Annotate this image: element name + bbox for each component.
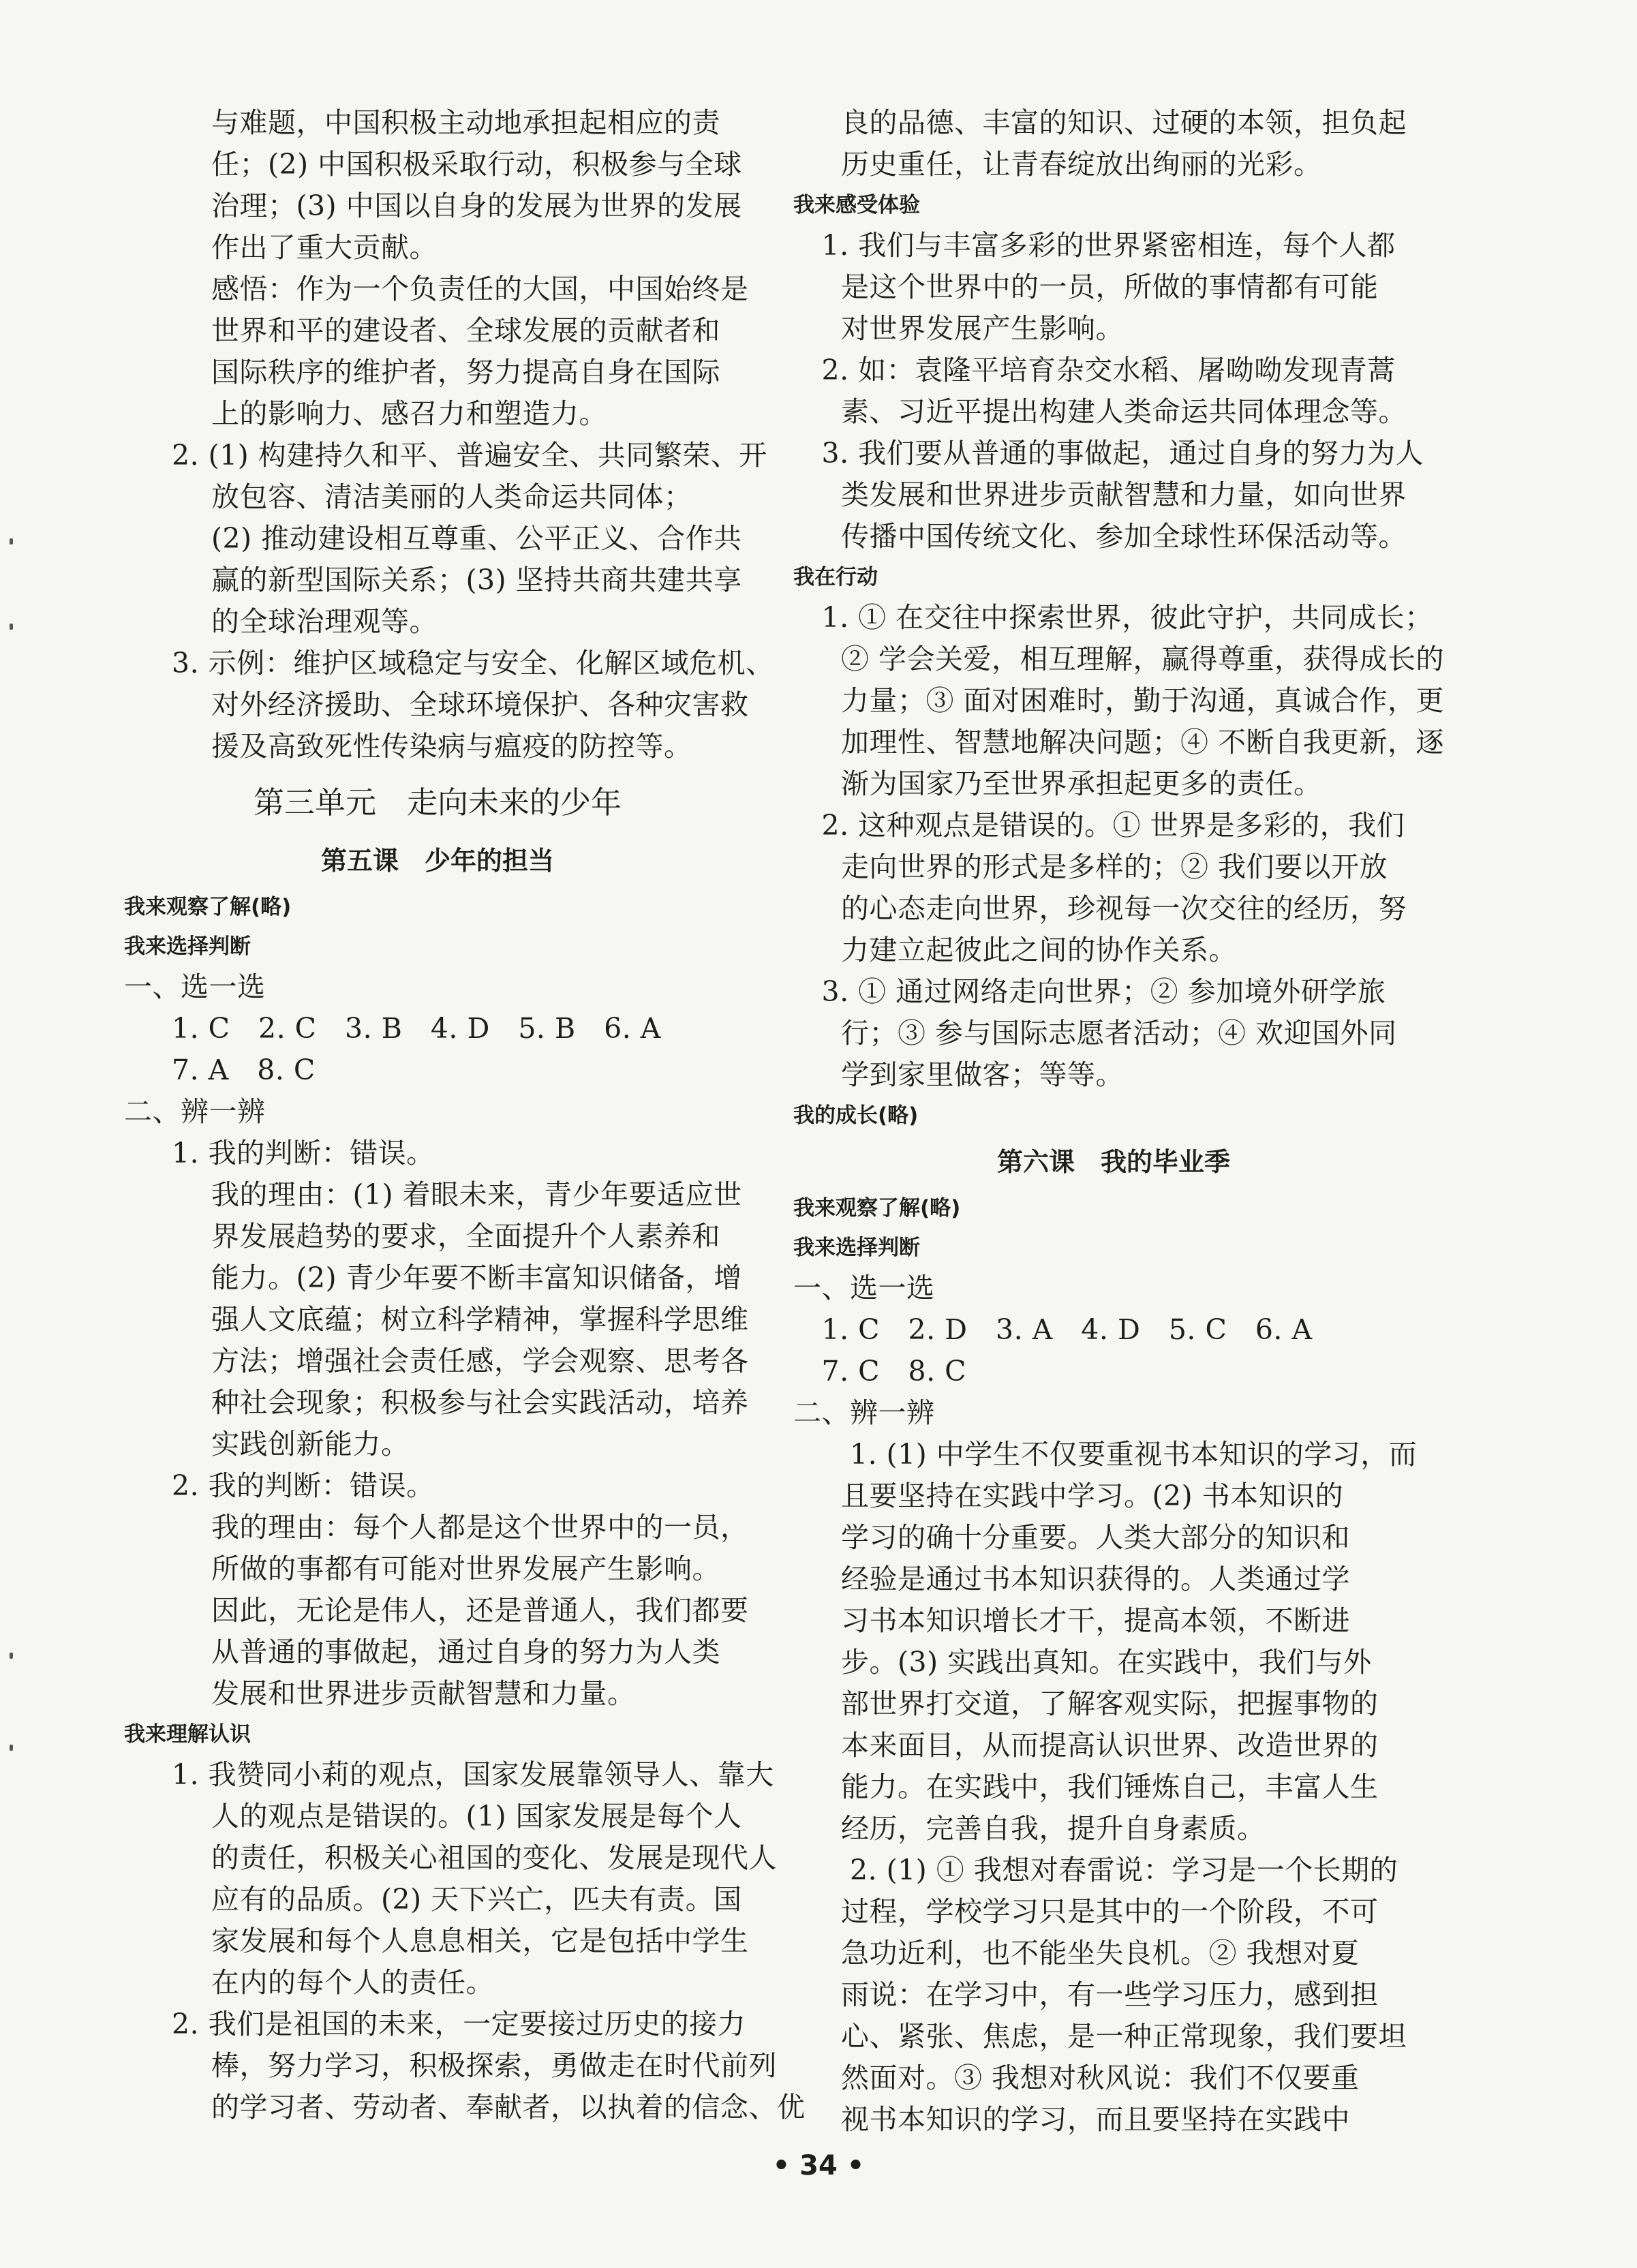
- text-line: 7. A 8. C: [172, 1054, 316, 1086]
- text-line: 1. (1) 中学生不仅要重视书本知识的学习，而: [793, 1438, 1418, 1471]
- text-line: 走向世界的形式是多样的；② 我们要以开放: [841, 850, 1388, 883]
- text-line: 世界和平的建设者、全球发展的贡献者和: [211, 314, 720, 347]
- text-line: 本来面目，从而提高认识世界、改造世界的: [841, 1729, 1379, 1762]
- text-line: (2) 推动建设相互尊重、公平正义、合作共: [211, 522, 742, 555]
- text-line: 从普通的事做起，通过自身的努力为人类: [211, 1636, 720, 1668]
- text-line: 学到家里做客；等等。: [841, 1058, 1124, 1091]
- text-line: 家发展和每个人息息相关，它是包括中学生: [211, 1925, 749, 1957]
- text-line: 3. 我们要从普通的事做起，通过自身的努力为人: [793, 437, 1424, 470]
- text-line: 雨说：在学习中，有一些学习压力，感到担: [841, 1978, 1379, 2011]
- text-line: 赢的新型国际关系；(3) 坚持共商共建共享: [211, 564, 742, 596]
- text-line: 2. 我们是祖国的未来，一定要接过历史的接力: [172, 2008, 746, 2040]
- text-line: 行；③ 参与国际志愿者活动；④ 欢迎国外同: [841, 1017, 1397, 1049]
- text-line: 学习的确十分重要。人类大部分的知识和: [841, 1521, 1350, 1554]
- text-line: 习书本知识增长才干，提高本领，不断进: [841, 1604, 1350, 1637]
- text-line: 1. 我们与丰富多彩的世界紧密相连，每个人都: [793, 229, 1396, 262]
- text-line: 治理；(3) 中国以自身的发展为世界的发展: [211, 189, 742, 222]
- text-line: 一、选一选: [124, 970, 266, 1003]
- text-line: 然面对。③ 我想对秋风说：我们不仅要重: [841, 2062, 1360, 2094]
- text-line: 力量；③ 面对困难时，勤于沟通，真诚合作，更: [841, 684, 1445, 717]
- text-line: 7. C 8. C: [793, 1355, 967, 1388]
- text-line: 二、辨一辨: [124, 1095, 266, 1128]
- text-line: 棒，努力学习，积极探索，勇做走在时代前列: [211, 2049, 777, 2082]
- text-line: 心、紧张、焦虑，是一种正常现象，我们要坦: [841, 2020, 1407, 2053]
- text-line: 传播中国传统文化、参加全球性环保活动等。: [841, 520, 1407, 553]
- section-heading: 我来选择判断: [793, 1236, 920, 1260]
- text-line: 1. 我赞同小莉的观点，国家发展靠领导人、靠大: [172, 1758, 774, 1791]
- text-line: 素、习近平提出构建人类命运共同体理念等。: [841, 395, 1407, 428]
- text-line: 类发展和世界进步贡献智慧和力量，如向世界: [841, 478, 1407, 511]
- text-line: 所做的事都有可能对世界发展产生影响。: [211, 1552, 720, 1585]
- text-line: 对外经济援助、全球环境保护、各种灾害救: [211, 688, 749, 721]
- section-heading: 我来观察了解(略): [793, 1196, 961, 1221]
- text-line: 历史重任，让青春绽放出绚丽的光彩。: [841, 148, 1322, 181]
- text-line: 感悟：作为一个负责任的大国，中国始终是: [211, 273, 749, 305]
- margin-mark: [10, 538, 13, 545]
- text-line: 二、辨一辨: [793, 1396, 935, 1429]
- text-line: 我的理由：每个人都是这个世界中的一员，: [211, 1511, 749, 1544]
- text-line: 1. C 2. D 3. A 4. D 5. C 6. A: [793, 1313, 1313, 1346]
- text-line: 且要坚持在实践中学习。(2) 书本知识的: [841, 1480, 1344, 1512]
- text-line: 方法；增强社会责任感，学会观察、思考各: [211, 1345, 749, 1377]
- text-line: 能力。(2) 青少年要不断丰富知识储备，增: [211, 1261, 742, 1294]
- lesson-title: 第六课 我的毕业季: [996, 1147, 1230, 1177]
- margin-mark: [10, 1745, 13, 1751]
- text-line: 加理性、智慧地解决问题；④ 不断自我更新，逐: [841, 726, 1445, 758]
- text-line: 强人文底蕴；树立科学精神，掌握科学思维: [211, 1303, 749, 1336]
- unit-title: 第三单元 走向未来的少年: [253, 784, 622, 821]
- text-line: 人的观点是错误的。(1) 国家发展是每个人: [211, 1800, 742, 1833]
- text-line: 经历，完善自我，提升自身素质。: [841, 1812, 1266, 1845]
- section-heading: 我的成长(略): [793, 1103, 919, 1128]
- text-line: 任；(2) 中国积极采取行动，积极参与全球: [211, 148, 742, 181]
- text-line: 1. C 2. C 3. B 4. D 5. B 6. A: [172, 1012, 661, 1045]
- text-line: 种社会现象；积极参与社会实践活动，培养: [211, 1386, 749, 1419]
- text-line: 2. 如：袁隆平培育杂交水稻、屠呦呦发现青蒿: [793, 354, 1396, 386]
- text-line: 实践创新能力。: [211, 1428, 410, 1460]
- text-line: 是这个世界中的一员，所做的事情都有可能: [841, 271, 1379, 303]
- text-line: 能力。在实践中，我们锤炼自己，丰富人生: [841, 1771, 1379, 1803]
- lesson-title: 第五课 少年的担当: [320, 846, 554, 876]
- text-line: 良的品德、丰富的知识、过硬的本领，担负起: [841, 106, 1407, 139]
- text-line: 的全球治理观等。: [211, 605, 438, 638]
- text-line: 2. 这种观点是错误的。① 世界是多彩的，我们: [793, 809, 1405, 842]
- text-line: 步。(3) 实践出真知。在实践中，我们与外: [841, 1646, 1372, 1679]
- text-line: 的责任，积极关心祖国的变化、发展是现代人: [211, 1841, 777, 1874]
- text-line: 我的理由：(1) 着眼未来，青少年要适应世: [211, 1178, 742, 1211]
- right-column: [793, 102, 1445, 2141]
- text-line: 1. ① 在交往中探索世界，彼此守护，共同成长；: [793, 601, 1433, 634]
- text-line: 渐为国家乃至世界承担起更多的责任。: [841, 767, 1322, 800]
- text-line: 2. 我的判断：错误。: [172, 1469, 435, 1502]
- text-line: 一、选一选: [793, 1272, 935, 1304]
- text-line: 2. (1) ① 我想对春雷说：学习是一个长期的: [793, 1854, 1398, 1886]
- text-line: 的心态走向世界，珍视每一次交往的经历，努: [841, 892, 1407, 925]
- page-number: • 34 •: [772, 2150, 865, 2181]
- text-line: 经验是通过书本知识获得的。人类通过学: [841, 1563, 1350, 1595]
- text-line: 界发展趋势的要求，全面提升个人素养和: [211, 1220, 720, 1253]
- text-line: 因此，无论是伟人，还是普通人，我们都要: [211, 1594, 749, 1627]
- text-line: 1. 我的判断：错误。: [172, 1137, 435, 1169]
- section-heading: 我来选择判断: [124, 934, 251, 959]
- section-heading: 我来观察了解(略): [124, 895, 292, 919]
- text-line: 上的影响力、感召力和塑造力。: [211, 397, 607, 430]
- text-line: 放包容、清洁美丽的人类命运共同体；: [211, 480, 692, 513]
- text-line: 作出了重大贡献。: [211, 231, 438, 264]
- text-line: 视书本知识的学习，而且要坚持在实践中: [841, 2103, 1350, 2136]
- text-line: 力建立起彼此之间的协作关系。: [841, 934, 1237, 966]
- text-line: 应有的品质。(2) 天下兴亡，匹夫有责。国: [211, 1883, 742, 1916]
- text-line: 援及高致死性传染病与瘟疫的防控等。: [211, 730, 692, 763]
- text-line: 过程，学校学习只是其中的一个阶段，不可: [841, 1895, 1379, 1928]
- text-line: 发展和世界进步贡献智慧和力量。: [211, 1677, 636, 1710]
- text-line: 的学习者、劳动者、奉献者，以执着的信念、优: [211, 2091, 806, 2124]
- text-line: 部世界打交道，了解客观实际，把握事物的: [841, 1687, 1379, 1720]
- text-line: 3. 示例：维护区域稳定与安全、化解区域危机、: [172, 647, 774, 679]
- text-line: 国际秩序的维护者，努力提高自身在国际: [211, 356, 720, 388]
- text-line: 对世界发展产生影响。: [841, 312, 1124, 345]
- margin-mark: [10, 624, 13, 630]
- section-heading: 我来理解认识: [124, 1722, 251, 1747]
- text-line: 与难题，中国积极主动地承担起相应的责: [211, 106, 720, 139]
- text-line: 在内的每个人的责任。: [211, 1966, 494, 1999]
- section-heading: 我来感受体验: [793, 193, 920, 217]
- text-line: 2. (1) 构建持久和平、普遍安全、共同繁荣、开: [172, 439, 767, 472]
- text-line: 急功近利，也不能坐失良机。② 我想对夏: [841, 1937, 1360, 1970]
- text-line: ② 学会关爱，相互理解，赢得尊重，获得成长的: [841, 643, 1445, 675]
- left-column: [124, 102, 806, 2128]
- text-line: 3. ① 通过网络走向世界；② 参加境外研学旅: [793, 975, 1386, 1008]
- margin-mark: [10, 1653, 13, 1659]
- section-heading: 我在行动: [793, 565, 878, 589]
